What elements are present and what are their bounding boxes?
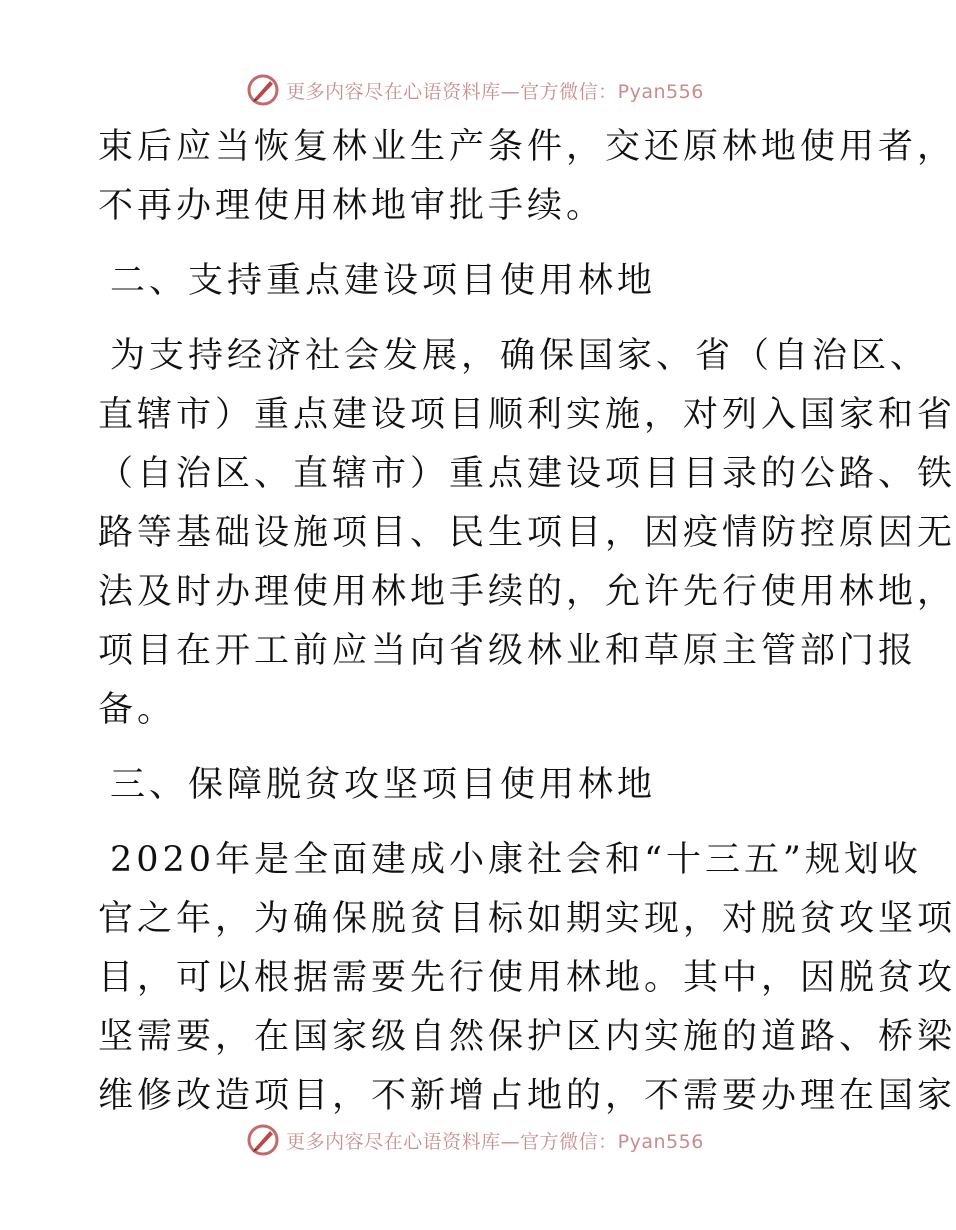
paragraph-line: 不再办理使用林地审批手续。	[98, 186, 606, 226]
paragraph-line: 直辖市）重点建设项目顺利实施，对列入国家和省	[98, 395, 956, 435]
paragraph-line: 法及时办理使用林地手续的，允许先行使用林地，	[98, 572, 956, 612]
paragraph-line: 官之年，为确保脱贫目标如期实现，对脱贫攻坚项	[98, 899, 956, 939]
paragraph-line: 备。	[98, 690, 177, 730]
section-heading: 三、保障脱贫攻坚项目使用林地	[110, 765, 657, 805]
header-banner-text: 更多内容尽在心语资料库—官方微信：Pyan556	[286, 80, 704, 103]
paragraph-line: 为支持经济社会发展，确保国家、省（自治区、	[110, 336, 930, 376]
document-body	[98, 118, 956, 1126]
quill-pen-logo-icon	[246, 73, 280, 107]
paragraph-line: 项目在开工前应当向省级林业和草原主管部门报	[98, 631, 918, 671]
section-heading: 二、支持重点建设项目使用林地	[110, 261, 657, 301]
paragraph-line: （自治区、直辖市）重点建设项目目录的公路、铁	[98, 454, 956, 494]
header-watermark-banner	[0, 70, 950, 110]
footer-watermark-banner	[0, 1120, 950, 1160]
quill-pen-logo-icon	[246, 1123, 280, 1157]
paragraph-line: 目，可以根据需要先行使用林地。其中，因脱贫攻	[98, 958, 956, 998]
paragraph-line: 维修改造项目，不新增占地的，不需要办理在国家	[98, 1076, 956, 1116]
paragraph-line: 2020年是全面建成小康社会和“十三五”规划收	[110, 840, 922, 880]
paragraph-line: 坚需要，在国家级自然保护区内实施的道路、桥梁	[98, 1017, 956, 1057]
footer-banner-text: 更多内容尽在心语资料库—官方微信：Pyan556	[286, 1130, 704, 1153]
paragraph-line: 束后应当恢复林业生产条件，交还原林地使用者，	[98, 127, 956, 167]
paragraph-line: 路等基础设施项目、民生项目，因疫情防控原因无	[98, 513, 956, 553]
